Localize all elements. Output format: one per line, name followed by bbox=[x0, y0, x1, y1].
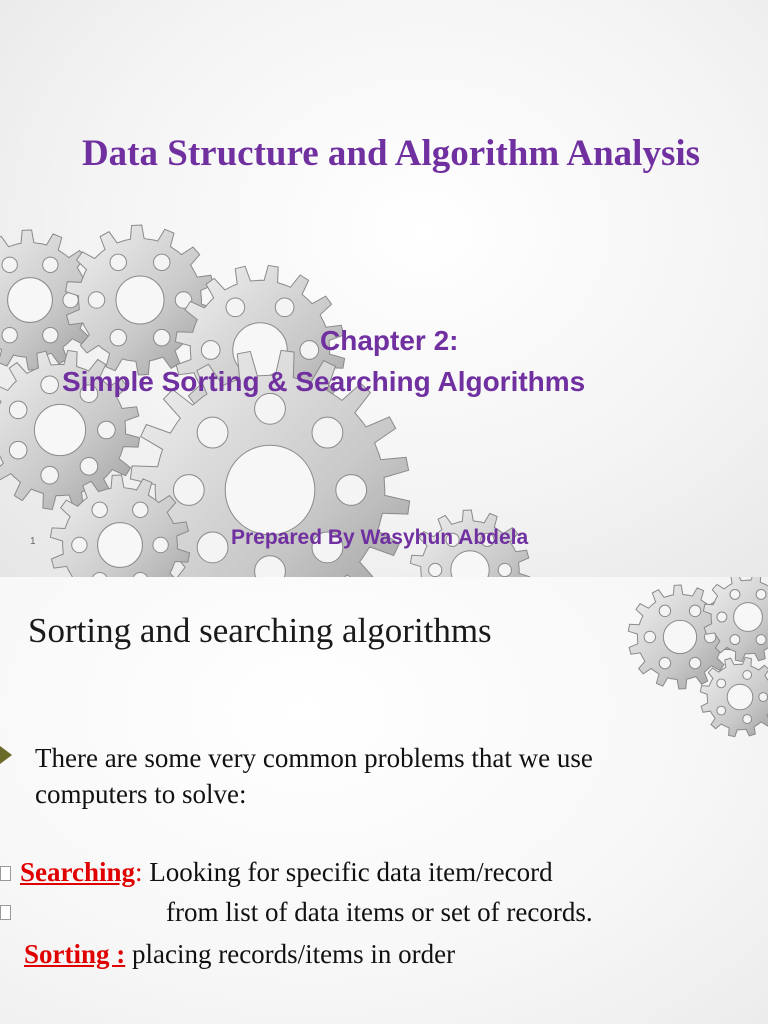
searching-line bbox=[20, 857, 553, 888]
gear-icon bbox=[700, 657, 768, 736]
searching-definition: Looking for specific data item/record bbox=[142, 857, 553, 887]
author-line: Prepared By Wasyhun Abdela bbox=[231, 526, 529, 549]
searching-colon: : bbox=[135, 857, 143, 887]
chapter-subtitle: Simple Sorting & Searching Algorithms bbox=[62, 366, 586, 397]
content-slide bbox=[0, 577, 768, 1024]
sorting-line bbox=[24, 939, 455, 970]
slide-title: Data Structure and Algorithm Analysis bbox=[81, 133, 701, 174]
chapter-label: Chapter 2: bbox=[320, 325, 459, 356]
checkbox-glyph-icon bbox=[0, 905, 11, 920]
sorting-term: Sorting : bbox=[24, 939, 126, 969]
page-number: 1 bbox=[30, 536, 36, 547]
bullet-text: There are some very common problems that we use computers to solve: bbox=[35, 743, 593, 809]
slide-title: Sorting and searching algorithms bbox=[28, 611, 492, 650]
sorting-definition: placing records/items in order bbox=[125, 939, 456, 969]
arrow-bullet-icon bbox=[0, 746, 12, 764]
checkbox-glyph-icon bbox=[0, 866, 11, 881]
searching-term: Searching bbox=[20, 857, 136, 887]
searching-definition-continued: from list of data items or set of records. bbox=[166, 897, 593, 927]
